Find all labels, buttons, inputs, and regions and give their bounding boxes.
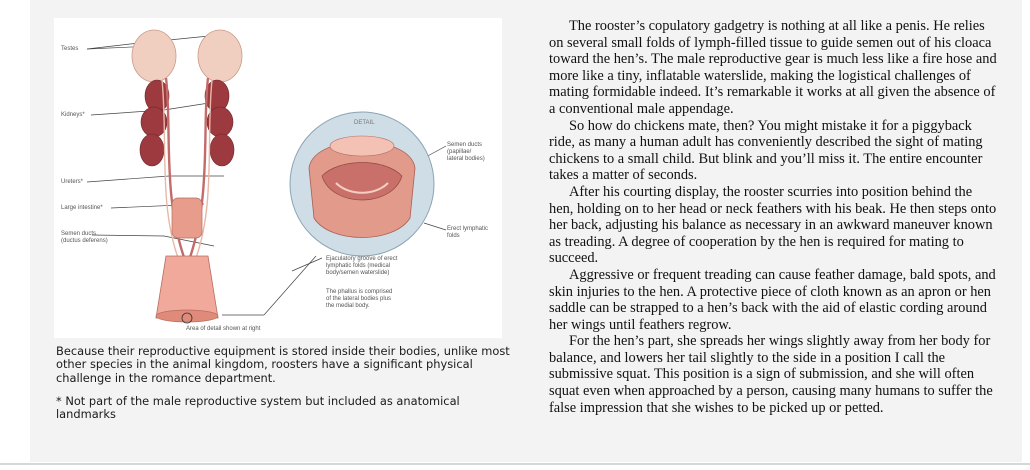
label-semen-ducts-detail-line3: lateral bodies) bbox=[447, 156, 485, 162]
label-semen-ducts-detail bbox=[447, 142, 485, 163]
label-erect-folds-line2: folds bbox=[447, 233, 460, 239]
anatomy-illustration bbox=[54, 18, 502, 338]
label-groove-line1: Ejaculatory groove of erect bbox=[326, 256, 398, 262]
label-phallus-line3: the medial body. bbox=[326, 303, 370, 309]
body-text bbox=[549, 18, 999, 416]
label-semen-ducts-detail-line2: (papillae/ bbox=[447, 149, 472, 155]
label-kidneys: Kidneys* bbox=[61, 112, 85, 118]
label-phallus-line2: of the lateral bodies plus bbox=[326, 296, 392, 302]
label-detail: DETAIL bbox=[354, 120, 375, 126]
label-semen-ducts bbox=[61, 231, 108, 245]
label-testes: Testes bbox=[61, 46, 79, 52]
figure-caption: Because their reproductive equipment is stored inside their bodies, unlike most other species in the animal kingdom, roosters have a significant physical challenge in the romance department. bbox=[56, 344, 510, 385]
anatomy-drawing bbox=[54, 18, 502, 338]
page-divider bbox=[0, 463, 1030, 465]
right-testis bbox=[198, 30, 242, 82]
paragraph: After his courting display, the rooster scurries into position behind the hen, holding on to her head or neck feathers with his beak. He then steps onto her back, adjusting his balance as necessary in an awkward maneuver known as treading. A degree of cooperation by the hen is required for mating to succeed. bbox=[549, 183, 997, 267]
label-groove-line3: body/semen waterslide) bbox=[326, 270, 390, 276]
label-erect-folds-line1: Erect lymphatic bbox=[447, 226, 489, 232]
paragraph: The rooster’s copulatory gadgetry is nothing at all like a penis. He relies on several small folds of lymph-filled tissue to guide semen out of his cloaca toward the hen’s. The male reproductive gear is much less like a fire hose and more like a tiny, inflatable waterslide, making the logistical challenges of mating formidable indeed. It’s remarkable it works at all given the absence of a conventional male appendage. bbox=[549, 18, 997, 117]
large-intestine bbox=[172, 198, 202, 238]
label-semen-ducts-detail-line1: Semen ducts bbox=[447, 142, 483, 148]
left-testis bbox=[132, 30, 176, 82]
label-groove-line2: lymphatic folds (medical bbox=[326, 263, 391, 269]
label-phallus-line1: The phallus is comprised bbox=[326, 289, 393, 295]
label-ureters: Ureters* bbox=[61, 179, 84, 185]
figure-footnote: * Not part of the male reproductive system but included as anatomical landmarks bbox=[56, 394, 460, 422]
paragraph: Aggressive or frequent treading can cause feather damage, bald spots, and skin injuries to the hen. A protective piece of cloth known as an apron or hen saddle can be strapped to a hen’s back with the aid of elastic cording around her wings until feathers regrow. bbox=[549, 266, 996, 333]
label-erect-folds bbox=[447, 226, 488, 240]
paragraph: For the hen’s part, she spreads her wings slightly away from her body for balance, and lowers her tail slightly to the side in a position I call the submissive squat. This position is a sign of submission, and she will often squat even when approached by a person, causing many humans to suffer the false impression that she wishes to be picked up or petted. bbox=[549, 333, 993, 416]
label-ejaculatory-groove bbox=[326, 256, 397, 277]
label-large-intestine: Large intestine* bbox=[61, 205, 103, 211]
label-semen-ducts-line1: Semen ducts bbox=[61, 231, 97, 237]
label-semen-ducts-line2: (ductus deferens) bbox=[61, 238, 108, 244]
label-area-of-detail: Area of detail shown at right bbox=[186, 326, 261, 332]
label-phallus bbox=[326, 289, 392, 310]
cloaca bbox=[156, 256, 218, 318]
paragraph: So how do chickens mate, then? You might mistake it for a piggyback ride, as many a human adult has conveniently described the sight of mating chickens to a small child. But blink and you’ll miss it. The entire encounter takes a matter of seconds. bbox=[549, 117, 983, 184]
